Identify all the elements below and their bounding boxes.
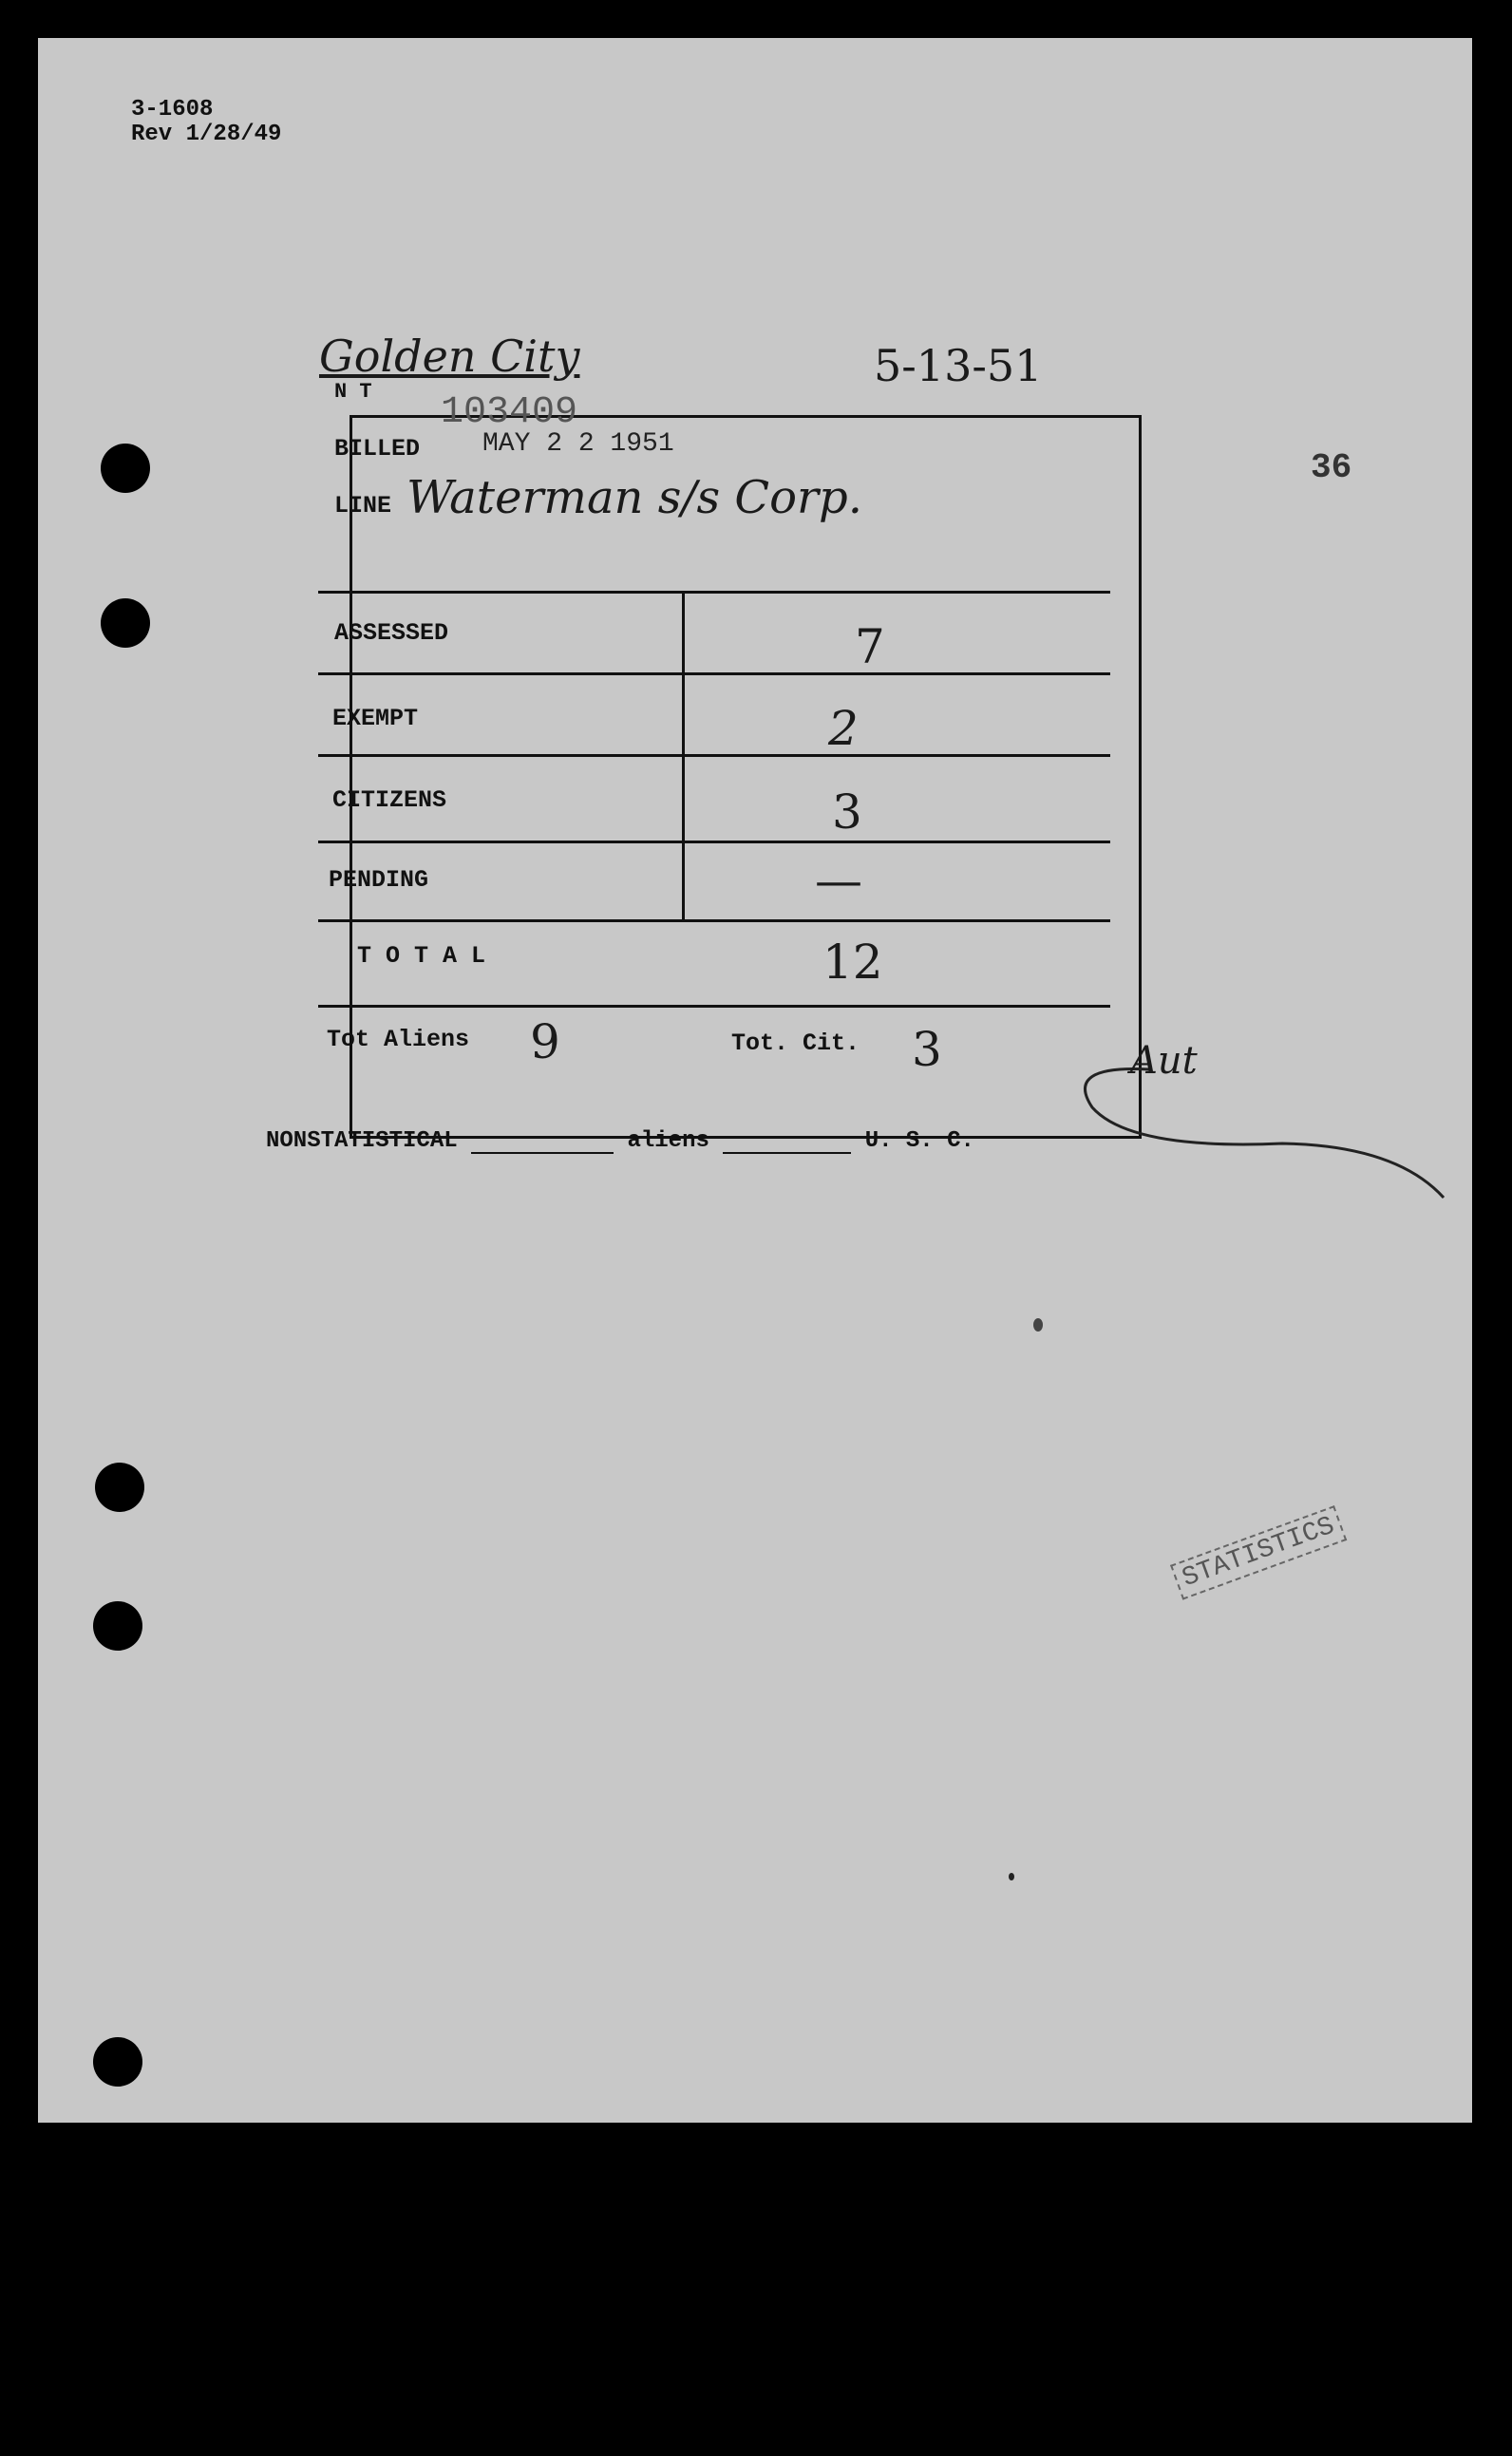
row-value-citizens: 3 [832, 784, 862, 840]
form-number: 3-1608 [131, 97, 214, 123]
row-label-exempt: EXEMPT [332, 705, 419, 732]
nt-label: N T [334, 380, 372, 404]
statistics-stamp: STATISTICS [1170, 1505, 1347, 1600]
table-divider [318, 841, 1110, 843]
row-value-pending: — [815, 853, 862, 908]
nonstatistical-label: NONSTATISTICAL [266, 1128, 458, 1154]
line-value: Waterman s/s Corp. [406, 471, 862, 524]
table-column-divider [682, 591, 685, 919]
document-page [38, 38, 1472, 2123]
tot-cit-label: Tot. Cit. [731, 1030, 860, 1057]
line-label: LINE [334, 492, 392, 520]
table-divider [318, 672, 1110, 675]
row-label-citizens: CITIZENS [332, 786, 447, 814]
row-value-exempt: 2 [828, 701, 859, 756]
tot-cit-value: 3 [912, 1022, 942, 1077]
usc-label: U. S. C. [864, 1128, 974, 1154]
total-value: 12 [822, 935, 883, 990]
row-label-pending: PENDING [329, 866, 429, 894]
form-revision: Rev 1/28/49 [131, 122, 282, 147]
total-label: T O T A L [357, 942, 486, 970]
speck [1033, 1318, 1043, 1332]
handwritten-date: 5-13-51 [874, 340, 1043, 391]
punch-hole [93, 1601, 142, 1651]
row-label-assessed: ASSESSED [334, 619, 449, 647]
tot-aliens-value: 9 [530, 1014, 560, 1069]
nonstatistical-blank [471, 1131, 614, 1154]
aliens-label: aliens [627, 1128, 709, 1154]
initials: Aut [1130, 1039, 1198, 1083]
nonstatistical-line [266, 1128, 974, 1154]
table-divider [318, 591, 1110, 594]
aliens-blank [723, 1131, 851, 1154]
billed-label: BILLED [334, 435, 421, 463]
initials-swoosh [1035, 1031, 1463, 1212]
table-divider [318, 1005, 1110, 1008]
tot-aliens-label: Tot Aliens [327, 1026, 470, 1053]
table-divider [318, 754, 1110, 757]
page-number: 36 [1311, 448, 1352, 487]
table-divider [318, 919, 1110, 922]
speck [1009, 1873, 1014, 1880]
nt-stamp: 103409 [441, 391, 578, 434]
punch-hole [101, 444, 150, 493]
handwritten-location: Golden City [319, 331, 580, 382]
row-value-assessed: 7 [855, 619, 885, 674]
punch-hole [101, 598, 150, 648]
punch-hole [95, 1463, 144, 1512]
punch-hole [93, 2037, 142, 2087]
billed-stamp: MAY 2 2 1951 [482, 429, 674, 459]
